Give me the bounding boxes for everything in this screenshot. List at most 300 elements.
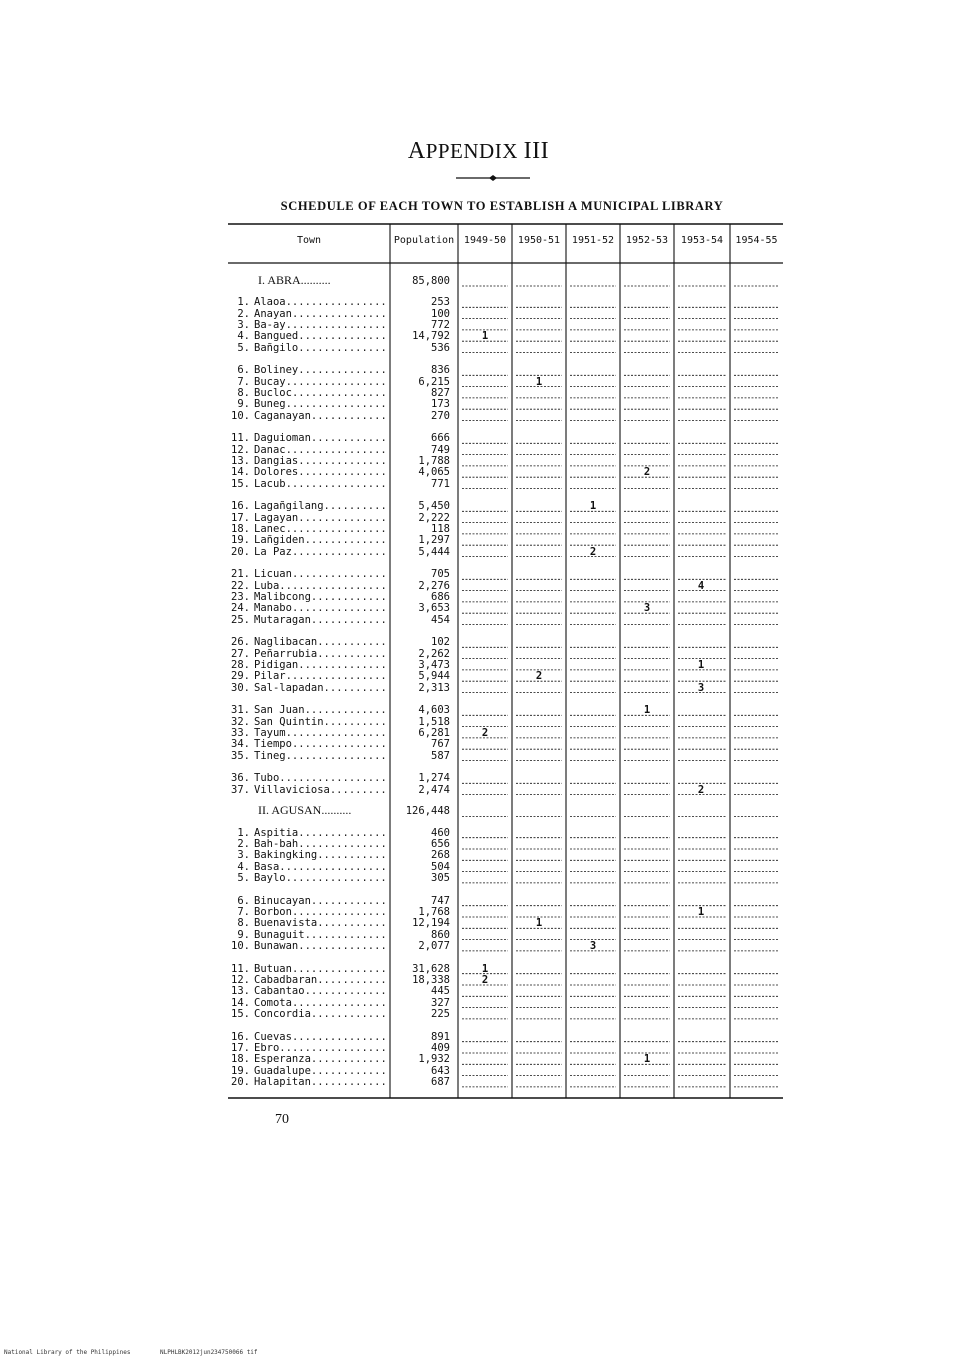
town-number: 4.: [237, 861, 250, 873]
town-number: 14.: [231, 997, 250, 1009]
town-label: Anayan: [254, 308, 292, 320]
leader-dots: ..............: [298, 365, 387, 377]
town-name: [228, 365, 388, 376]
leader-dots: ................: [285, 750, 387, 762]
town-population: 536: [431, 341, 450, 354]
town-number: 37.: [231, 784, 250, 796]
town-name: [228, 513, 388, 524]
town-label: Lacub: [254, 478, 286, 490]
leader-dots: ...............: [291, 387, 387, 399]
town-number: 1.: [237, 827, 250, 839]
town-number: 33.: [231, 727, 250, 739]
town-population: 102: [431, 636, 450, 649]
town-population: 2,077: [418, 939, 450, 952]
town-number: 31.: [231, 705, 250, 717]
town-label: San Quintin: [254, 716, 324, 728]
town-label: Lagayan: [254, 512, 299, 524]
leader-dots: ............: [310, 1076, 387, 1088]
footer-image-id: NLPHLBK2012jun234750066 tif: [160, 1349, 258, 1356]
town-label: Tubo: [254, 773, 280, 785]
town-name: [228, 728, 388, 739]
town-number: 25.: [231, 614, 250, 626]
town-number: 2.: [237, 839, 250, 850]
town-population: 305: [431, 871, 450, 884]
town-label: Cuevas: [254, 1031, 292, 1043]
town-number: 8.: [237, 918, 250, 930]
town-population: 1,788: [418, 454, 450, 467]
appendix-title: [0, 138, 957, 165]
town-name: [228, 773, 388, 784]
town-population: 18,338: [412, 974, 450, 986]
leader-dots: ...............: [291, 546, 387, 558]
town-population: 5,450: [418, 500, 450, 513]
town-name: [228, 343, 388, 354]
title-numeral: III: [523, 138, 550, 164]
town-number: 17.: [231, 1043, 250, 1054]
town-name: [228, 1009, 388, 1020]
town-name: [228, 660, 388, 671]
town-label: Borbon: [254, 907, 292, 918]
town-number: 19.: [231, 535, 250, 547]
leader-dots: ..............: [298, 467, 387, 479]
town-number: 9.: [237, 929, 250, 941]
town-population: 827: [431, 386, 450, 399]
town-number: 14.: [231, 467, 250, 479]
leader-dots: ................: [285, 399, 387, 411]
section-population: 126,448: [405, 805, 450, 818]
town-name: [228, 671, 388, 682]
town-number: 15.: [231, 478, 250, 490]
leader-dots: .............: [304, 929, 387, 941]
leader-dots: ...............: [291, 308, 387, 320]
town-label: Boliney: [254, 365, 299, 377]
town-number: 28.: [231, 659, 250, 671]
footer-library: National Library of the Philippines: [4, 1349, 131, 1356]
town-name: [228, 896, 388, 907]
town-number: 1.: [237, 297, 250, 309]
town-population: 687: [431, 1075, 450, 1088]
town-population: 409: [431, 1042, 450, 1054]
town-label: Alaoa: [254, 297, 286, 309]
leader-dots: .................: [279, 861, 387, 873]
town-population: 587: [431, 749, 450, 762]
leader-dots: ...............: [291, 603, 387, 615]
town-number: 7.: [237, 907, 250, 918]
column-header: 1954-55: [735, 235, 778, 246]
town-number: 34.: [231, 739, 250, 751]
town-label: Comota: [254, 997, 292, 1009]
leader-dots: .........: [329, 784, 387, 796]
leader-dots: ............: [310, 1065, 387, 1077]
town-number: 32.: [231, 716, 250, 728]
leader-dots: ................: [285, 376, 387, 388]
town-label: Butuan: [254, 963, 292, 975]
town-label: Cabadbaran: [254, 975, 318, 986]
table-subtitle: SCHEDULE OF EACH TOWN TO ESTABLISH A MUNICIPAL LIBRARY: [280, 199, 724, 213]
town-label: Bah-bah: [254, 839, 299, 850]
leader-dots: ................: [285, 444, 387, 456]
town-number: 35.: [231, 750, 250, 762]
town-number: 10.: [231, 410, 250, 422]
town-population: 327: [431, 996, 450, 1009]
town-number: 6.: [237, 895, 250, 907]
schedule-mark: 1: [643, 704, 651, 717]
town-name: [228, 828, 388, 839]
town-label: Tayum: [254, 727, 286, 739]
leader-dots: ...........: [317, 850, 387, 862]
town-name: [228, 907, 388, 918]
title-rest: PPENDIX: [425, 139, 518, 163]
title-prefix: A: [407, 138, 426, 164]
town-number: 19.: [231, 1065, 250, 1077]
leader-dots: ................: [285, 671, 387, 683]
town-name: [228, 975, 388, 986]
schedule-mark: 3: [589, 939, 597, 952]
leader-dots: .............: [304, 705, 387, 717]
leader-dots: ............: [310, 895, 387, 907]
town-number: 4.: [237, 331, 250, 343]
town-population: 666: [431, 432, 450, 445]
town-number: 26.: [231, 637, 250, 649]
town-label: Guadalupe: [254, 1065, 311, 1077]
town-name: [228, 941, 388, 952]
town-label: Naglibacan: [254, 637, 318, 649]
town-population: 2,276: [418, 579, 450, 592]
town-population: 1,518: [418, 715, 450, 728]
schedule-mark: 1: [481, 330, 489, 343]
schedule-mark: 1: [535, 375, 543, 388]
leader-dots: ...............: [291, 1031, 387, 1043]
town-number: 18.: [231, 523, 250, 535]
column-header: 1952-53: [625, 235, 669, 246]
town-name: [228, 918, 388, 929]
leader-dots: ............: [310, 614, 387, 626]
town-number: 12.: [231, 444, 250, 456]
leader-dots: ..............: [298, 455, 387, 467]
town-name: [228, 862, 388, 873]
leader-dots: ............: [310, 591, 387, 603]
schedule-mark: 3: [697, 681, 705, 694]
town-number: 29.: [231, 671, 250, 683]
leader-dots: ............: [310, 1008, 387, 1020]
town-label: Ba-ay: [254, 319, 286, 331]
town-name: [228, 751, 388, 762]
page-number: 70: [275, 1112, 289, 1127]
town-name: [228, 1032, 388, 1043]
ornament-divider: [456, 175, 530, 181]
town-number: 6.: [237, 365, 250, 377]
town-name: [228, 569, 388, 580]
town-number: 5.: [237, 342, 250, 354]
schedule-mark: 2: [481, 974, 489, 986]
column-header: 1951-52: [571, 235, 615, 246]
town-label: Daguioman: [254, 433, 311, 445]
town-name: [228, 399, 388, 410]
town-label: Baylo: [254, 872, 286, 884]
leader-dots: ...........: [317, 975, 387, 986]
leader-dots: ..............: [298, 839, 387, 850]
town-population: 5,444: [418, 545, 450, 558]
town-name: [228, 637, 388, 648]
town-label: Tiempo: [254, 739, 292, 751]
town-number: 8.: [237, 387, 250, 399]
town-name: [228, 524, 388, 535]
leader-dots: ...............: [291, 569, 387, 581]
town-number: 13.: [231, 986, 250, 998]
town-name: [228, 873, 388, 884]
library-schedule-table: [228, 223, 783, 1103]
town-name: [228, 785, 388, 796]
town-label: Dolores: [254, 467, 299, 479]
leader-dots: ..........: [323, 501, 387, 513]
leader-dots: ..............: [298, 940, 387, 952]
town-name: [228, 297, 388, 308]
town-number: 15.: [231, 1008, 250, 1020]
town-label: Mutaragan: [254, 614, 311, 626]
town-population: 860: [431, 928, 450, 941]
town-label: Bañgilo: [254, 342, 299, 354]
town-label: Danac: [254, 444, 286, 456]
town-label: Lañgiden: [254, 535, 305, 547]
town-population: 1,932: [418, 1053, 450, 1066]
town-name: [228, 739, 388, 750]
town-population: 6,281: [418, 726, 450, 739]
town-population: 767: [431, 738, 450, 751]
town-label: Villaviciosa: [254, 784, 330, 796]
leader-dots: ...............: [291, 997, 387, 1009]
schedule-mark: 2: [589, 545, 597, 558]
town-label: San Juan: [254, 705, 305, 717]
leader-dots: .............: [304, 535, 387, 547]
town-population: 3,653: [418, 602, 450, 615]
schedule-mark: 1: [697, 658, 705, 671]
town-name: [228, 445, 388, 456]
town-number: 22.: [231, 580, 250, 592]
town-label: Caganayan: [254, 410, 311, 422]
leader-dots: ..............: [298, 331, 387, 343]
town-number: 10.: [231, 940, 250, 952]
town-population: 772: [431, 318, 450, 331]
town-name: [228, 547, 388, 558]
schedule-mark: 2: [697, 783, 705, 796]
leader-dots: .................: [279, 580, 387, 592]
town-label: Manabo: [254, 603, 292, 615]
town-label: Malibcong: [254, 591, 311, 603]
town-population: 749: [431, 443, 450, 456]
leader-dots: ..........: [323, 716, 387, 728]
town-label: Bunawan: [254, 940, 299, 952]
town-label: Lanec: [254, 523, 286, 535]
town-name: [228, 615, 388, 626]
town-population: 118: [431, 522, 450, 535]
leader-dots: ................: [285, 297, 387, 309]
town-label: Dangias: [254, 455, 299, 467]
town-label: Basa: [254, 861, 280, 873]
schedule-mark: 1: [643, 1053, 651, 1066]
town-name: [228, 986, 388, 997]
town-name: [228, 705, 388, 716]
town-population: 747: [431, 894, 450, 907]
town-number: 20.: [231, 546, 250, 558]
town-label: Concordia: [254, 1008, 311, 1020]
town-name: [228, 964, 388, 975]
town-name: [228, 320, 388, 331]
leader-dots: ................: [285, 872, 387, 884]
town-number: 3.: [237, 850, 250, 862]
leader-dots: ............: [310, 410, 387, 422]
town-number: 13.: [231, 455, 250, 467]
town-number: 20.: [231, 1076, 250, 1088]
town-name: [228, 839, 388, 850]
leader-dots: ................: [285, 478, 387, 490]
town-number: 16.: [231, 501, 250, 513]
town-name: [228, 501, 388, 512]
town-name: [228, 467, 388, 478]
town-number: 2.: [237, 308, 250, 320]
town-population: 1,274: [418, 772, 450, 785]
town-number: 36.: [231, 773, 250, 785]
town-number: 7.: [237, 376, 250, 388]
section-name: II. AGUSAN..........: [258, 803, 352, 818]
town-name: [228, 850, 388, 861]
town-number: 23.: [231, 591, 250, 603]
town-label: Pidigan: [254, 659, 299, 671]
town-number: 11.: [231, 963, 250, 975]
column-header: 1949-50: [463, 235, 507, 246]
town-name: [228, 331, 388, 342]
town-population: 6,215: [418, 375, 450, 388]
leader-dots: ...............: [291, 907, 387, 918]
town-number: 18.: [231, 1054, 250, 1066]
town-label: Bucloc: [254, 387, 292, 399]
leader-dots: ...........: [317, 648, 387, 660]
town-label: Aspitia: [254, 827, 299, 839]
town-population: 643: [431, 1064, 450, 1077]
town-label: Pilar: [254, 671, 286, 683]
leader-dots: ...........: [317, 637, 387, 649]
town-name: [228, 388, 388, 399]
column-header: Town: [296, 235, 322, 246]
town-name: [228, 603, 388, 614]
schedule-mark: 1: [481, 962, 489, 975]
town-population: 2,262: [418, 647, 450, 660]
column-header: 1953-54: [680, 235, 724, 246]
town-population: 4,065: [418, 466, 450, 479]
town-number: 24.: [231, 603, 250, 615]
column-header: 1950-51: [517, 235, 561, 246]
town-label: Ebro: [254, 1043, 280, 1054]
town-population: 1,297: [418, 534, 450, 547]
town-population: 14,792: [412, 330, 450, 343]
town-population: 270: [431, 409, 450, 422]
town-population: 705: [431, 568, 450, 581]
town-name: [228, 456, 388, 467]
town-population: 225: [431, 1007, 450, 1020]
schedule-mark: 1: [697, 906, 705, 918]
town-population: 445: [431, 985, 450, 998]
column-header: Population: [393, 235, 455, 246]
town-population: 100: [431, 307, 450, 320]
town-label: Binucayan: [254, 895, 311, 907]
town-population: 2,222: [418, 511, 450, 524]
town-population: 173: [431, 398, 450, 411]
schedule-mark: 1: [589, 500, 597, 513]
town-label: Bangued: [254, 331, 299, 343]
town-name: [228, 717, 388, 728]
town-name: [228, 377, 388, 388]
town-name: [228, 1054, 388, 1065]
leader-dots: .................: [279, 773, 387, 785]
schedule-mark: 2: [535, 670, 543, 683]
town-number: 16.: [231, 1031, 250, 1043]
town-number: 17.: [231, 512, 250, 524]
leader-dots: ................: [285, 727, 387, 739]
town-label: Peñarrubia: [254, 648, 318, 660]
leader-dots: ..............: [298, 342, 387, 354]
town-number: 11.: [231, 433, 250, 445]
town-population: 2,474: [418, 783, 450, 796]
town-name: [228, 581, 388, 592]
town-population: 12,194: [412, 917, 450, 930]
town-population: 268: [431, 849, 450, 862]
town-population: 836: [431, 364, 450, 377]
town-label: Bunaguit: [254, 929, 305, 941]
town-number: 27.: [231, 648, 250, 660]
town-label: Licuan: [254, 569, 292, 581]
town-name: [228, 411, 388, 422]
leader-dots: .............: [304, 986, 387, 998]
town-number: 21.: [231, 569, 250, 581]
town-label: Cabantao: [254, 986, 305, 998]
town-name: [228, 998, 388, 1009]
town-name: [228, 433, 388, 444]
town-population: 656: [431, 838, 450, 850]
town-name: [228, 683, 388, 694]
town-population: 460: [431, 826, 450, 839]
town-name: [228, 930, 388, 941]
town-name: [228, 1043, 388, 1054]
leader-dots: ................: [285, 523, 387, 535]
schedule-mark: 4: [697, 579, 705, 592]
town-population: 891: [431, 1030, 450, 1043]
town-number: 30.: [231, 682, 250, 694]
town-population: 1,768: [418, 906, 450, 918]
schedule-mark: 1: [535, 917, 543, 930]
schedule-mark: 3: [643, 602, 651, 615]
town-label: Halapitan: [254, 1076, 311, 1088]
town-label: Buneg: [254, 399, 286, 411]
town-name: [228, 479, 388, 490]
town-name: [228, 309, 388, 320]
town-label: Buenavista: [254, 918, 318, 930]
town-population: 253: [431, 296, 450, 309]
town-name: [228, 592, 388, 603]
town-population: 4,603: [418, 704, 450, 717]
town-number: 12.: [231, 975, 250, 986]
town-label: Sal-lapadan: [254, 682, 324, 694]
town-number: 5.: [237, 872, 250, 884]
town-label: Luba: [254, 580, 280, 592]
town-population: 5,944: [418, 670, 450, 683]
schedule-mark: 2: [481, 726, 489, 739]
town-population: 771: [431, 477, 450, 490]
town-label: Tineg: [254, 750, 286, 762]
leader-dots: ...............: [291, 739, 387, 751]
leader-dots: ............: [310, 1054, 387, 1066]
leader-dots: ..............: [298, 512, 387, 524]
town-label: Lagañgilang: [254, 501, 324, 513]
town-label: Bakingking: [254, 850, 318, 862]
